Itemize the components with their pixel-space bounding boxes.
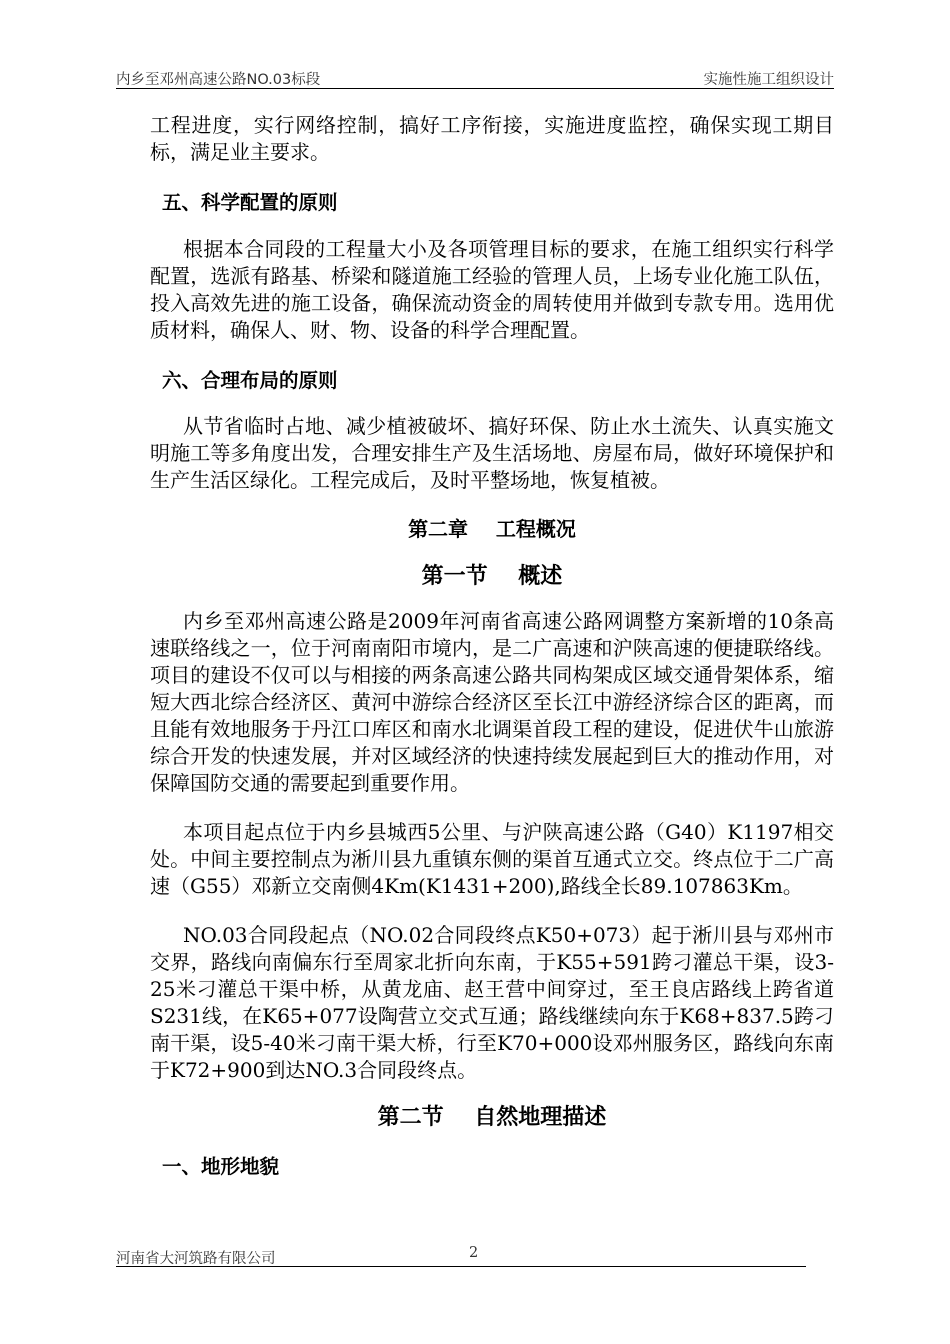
page-content [150,112,834,1180]
page-header [116,66,834,89]
paragraph-reasonable-layout: 从节省临时占地、减少植被破坏、搞好环保、防止水土流失、认真实施文明施工等多角度出发，合理安排生产及生活场地、房屋布局，做好环境保护和生产生活区绿化。工程完成后，及时平整场地，恢复植被。 [150,414,834,492]
chapter-title: 第二章 工程概况 [408,517,576,541]
section-title-overview: 第一节 概述 [421,564,563,589]
paragraph-contract-section: NO.03合同段起点（NO.02合同段终点K50+073）起于淅川县与邓州市交界，路线向南偏东行至周家北折向东南，于K55+591跨刁灌总干渠，设3-25米刁灌总干渠中桥，从黄龙庙、赵王营中间穿过，至王良店路线上跨省道S231线，在K65+077设陶营立交式互通；路线继续向东于K68+837.5跨刁南干渠，设5-40米刁南干渠大桥，行至K70+000设邓州服务区，路线向东南于K72+900到达NO.3合同段终点。 [150,923,834,1082]
heading-terrain: 一、地形地貌 [162,1155,280,1178]
page-number: 2 [469,1245,479,1261]
header-document-type: 实施性施工组织设计 [703,72,834,88]
page-footer [116,1247,834,1267]
section-title-natural-geography: 第二节 自然地理描述 [377,1105,607,1130]
header-project-title: 内乡至邓州高速公路NO.03标段 [116,72,321,88]
paragraph-scientific-allocation: 根据本合同段的工程量大小及各项管理目标的要求，在施工组织实行科学配置，选派有路基、桥梁和隧道施工经验的管理人员，上场专业化施工队伍，投入高效先进的施工设备，确保流动资金的周转使用并做到专款专用。选用优质材料，确保人、财、物、设备的科学合理配置。 [150,237,834,342]
paragraph-progress-control: 工程进度，实行网络控制，搞好工序衔接，实施进度监控，确保实现工期目标，满足业主要求。 [150,113,834,164]
footer-rule [116,1266,806,1267]
heading-reasonable-layout: 六、合理布局的原则 [162,369,338,392]
footer-company-name: 河南省大河筑路有限公司 [116,1251,276,1267]
paragraph-project-overview: 内乡至邓州高速公路是2009年河南省高速公路网调整方案新增的10条高速联络线之一，位于河南南阳市境内，是二广高速和沪陕高速的便捷联络线。项目的建设不仅可以与相接的两条高速公路共同构架成区域交通骨架体系，缩短大西北综合经济区、黄河中游综合经济区至长江中游经济综合区的距离，而且能有效地服务于丹江口库区和南水北调渠首段工程的建设，促进伏牛山旅游综合开发的快速发展，并对区域经济的快速持续发展起到巨大的推动作用，对保障国防交通的需要起到重要作用。 [150,609,834,795]
paragraph-route-start-end: 本项目起点位于内乡县城西5公里、与沪陕高速公路（G40）K1197相交处。中间主要控制点为淅川县九重镇东侧的渠首互通式立交。终点位于二广高速（G55）邓新立交南侧4Km(K1431+200),路线全长89.107863Km。 [150,820,834,898]
heading-scientific-allocation: 五、科学配置的原则 [162,191,338,214]
